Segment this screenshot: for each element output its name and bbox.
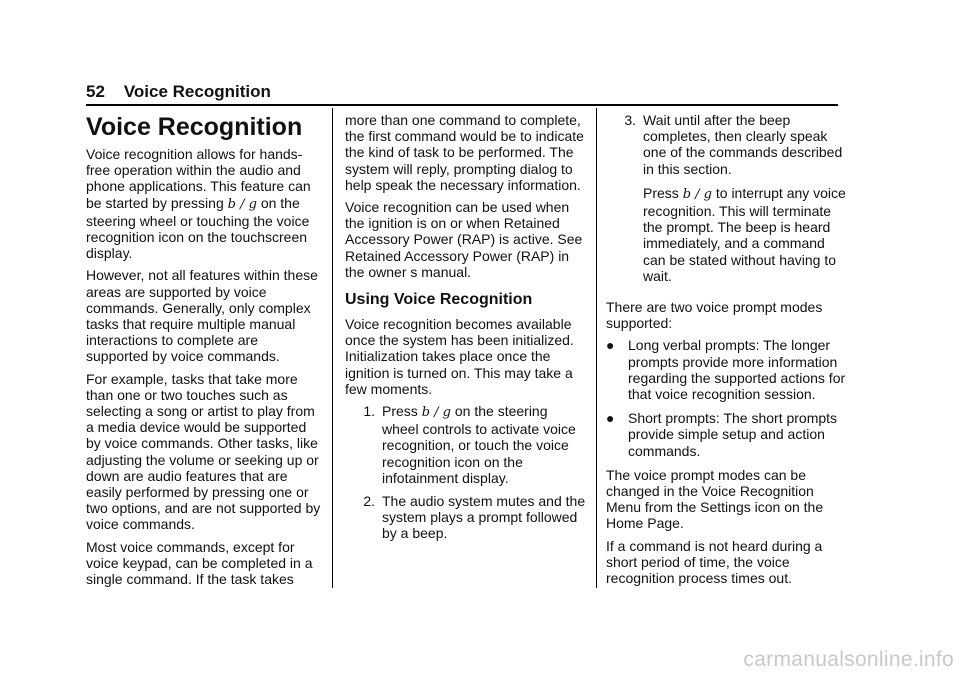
voice-button-icon: b / g <box>682 186 712 202</box>
bullet-text: Long verbal prompts: The longer prompts provide more information regarding the supported actions for that voice recognition session. <box>628 337 846 403</box>
step-text: The audio system mutes and the system plays a prompt followed by a beep. <box>382 493 586 542</box>
step-3-press: Press <box>643 184 679 201</box>
paragraph-timeout: If a command is not heard during a short period of time, the voice recognition process times out. <box>606 537 823 587</box>
paragraph-examples: For example, tasks that take more than one or two touches such as selecting a song or artist to play from a media device would be supported by voice commands. Other tasks, like adjusting the volume or seeking up or down are audio features that are easily performed by pressing one or two options, and are not supported by voice commands. <box>86 370 321 533</box>
column-divider-2 <box>596 108 597 588</box>
bullet-icon: ● <box>606 337 615 354</box>
step-2 <box>345 493 587 542</box>
step-1-press: Press <box>382 403 418 420</box>
step-number: 3. <box>624 112 636 128</box>
running-head <box>86 82 271 102</box>
step-3 <box>606 112 846 292</box>
step-number: 2. <box>363 493 375 510</box>
column-2 <box>345 112 587 549</box>
section-title: Voice Recognition <box>86 113 303 141</box>
column-3 <box>606 112 846 592</box>
step-3-rest: to interrupt any voice recognition. This will terminate the prompt. The beep is heard immediately, and a command can be stated without having to wait. <box>643 184 846 284</box>
paragraph-commands: Most voice commands, except for voice keypad, can be completed in a single command. If the task takes <box>86 538 313 588</box>
step-1-rest: on the steering wheel controls to activate voice recognition, or touch the voice recognition icon on the infotainment display. <box>382 403 576 486</box>
step-number: 1. <box>363 403 375 420</box>
paragraph-rap: Voice recognition can be used when the ignition is on or when Retained Accessory Power (RAP) is active. See Retained Accessory Power (RAP) in the owner s manual. <box>345 199 583 280</box>
bullet-icon: ● <box>606 410 615 427</box>
intro-text-end: on the steering wheel or touching the voice recognition icon on the touchscreen display. <box>86 194 310 262</box>
bullet-text: Short prompts: The short prompts provide simple setup and action commands. <box>628 410 838 459</box>
intro-text-start: Voice recognition allows for hands-free operation within the audio and phone applications. This feature can be started by pressing <box>86 146 311 211</box>
bullet-long-prompts <box>606 337 846 402</box>
step-3-interrupt <box>643 185 846 284</box>
paragraph-prompt-modes: There are two voice prompt modes supported: <box>606 299 823 332</box>
step-3-text: Wait until after the beep completes, then clearly speak one of the commands described in this section. <box>643 112 843 177</box>
page-number: 52 <box>86 82 105 101</box>
header-rule <box>86 104 838 106</box>
voice-button-icon: b / g <box>227 196 257 212</box>
subheading-using-voice-recognition: Using Voice Recognition <box>345 291 533 309</box>
paragraph-limits: However, not all features within these areas are supported by voice commands. Generally, only complex tasks that require multiple manual interactions to complete are supported by voice commands. <box>86 267 318 365</box>
watermark: carmanualsonline.info <box>743 648 954 671</box>
step-text <box>382 403 587 486</box>
voice-button-icon: b / g <box>421 405 451 421</box>
paragraph-intro <box>86 146 322 261</box>
step-1 <box>345 403 587 486</box>
column-1 <box>86 112 322 593</box>
chapter-title: Voice Recognition <box>123 82 271 101</box>
column-divider-1 <box>332 108 333 588</box>
paragraph-change-modes: The voice prompt modes can be changed in the Voice Recognition Menu from the Settings icon on the Home Page. <box>606 466 824 532</box>
step-text <box>643 112 846 292</box>
bullet-short-prompts <box>606 410 846 459</box>
paragraph-continued: more than one command to complete, the first command would be to indicate the kind of task to be performed. The system will reply, prompting dialog to help speak the necessary information. <box>345 112 584 193</box>
paragraph-initialization: Voice recognition becomes available once the system has been initialized. Initialization takes place once the ignition is turned on. This may take a few moments. <box>345 316 574 397</box>
